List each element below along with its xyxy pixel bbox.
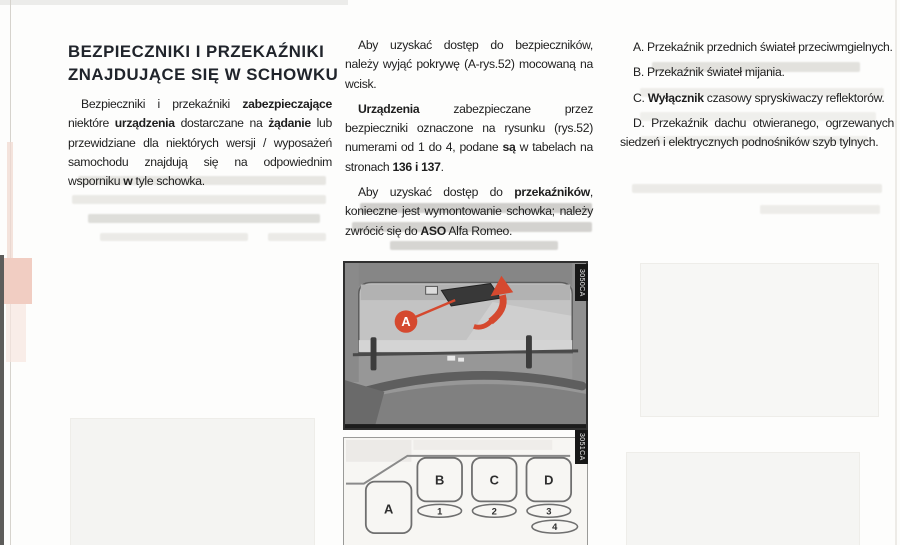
- scan-stain: [6, 304, 26, 362]
- paragraph-fuse-access: [345, 36, 593, 94]
- box-label-b: B: [435, 472, 445, 488]
- text-segment: C.: [633, 90, 648, 105]
- section-heading-line2: ZNAJDUJĄCE SIĘ W SCHOWKU: [68, 65, 339, 84]
- lid-strap-left: [371, 337, 377, 370]
- section-heading: [68, 40, 339, 86]
- bleed-through-image: [626, 452, 860, 545]
- text-segment: są: [502, 140, 516, 155]
- text-segment: Aby uzyskać dostęp do: [358, 185, 515, 200]
- text-segment: Bezpieczniki i przekaźniki: [81, 97, 243, 111]
- text-segment: Aby uzyskać dostęp do bezpieczników, należy wyjąć pokrywę (A-rys.52) mocowaną na wcisk.: [345, 38, 593, 91]
- text-segment: A. Przekaźnik przednich świateł przeciwmgielnych.: [633, 40, 893, 54]
- callout-a-label: A: [401, 314, 411, 329]
- bleed-through-image: [70, 418, 315, 545]
- photo-code-strip: 3050CA: [575, 264, 588, 301]
- text-segment: , konieczne jest wymontowanie schowka; należy zwrócić się do: [345, 185, 593, 238]
- bleed-through-line: [268, 233, 326, 241]
- slot-label-4: 4: [552, 521, 558, 533]
- bleed-through-line: [632, 184, 882, 193]
- diagram-code-strip: 3051CA: [575, 430, 588, 464]
- text-segment: zabezpieczane przez bezpieczniki oznaczone na rysunku (rys.52) numerami od 1 do 4, podane: [345, 101, 593, 155]
- list-item-a: [620, 38, 894, 57]
- slot-label-2: 2: [491, 505, 497, 517]
- text-segment: czasowy spryskiwaczy reflektorów.: [703, 90, 885, 105]
- text-segment: .: [440, 159, 444, 174]
- text-segment: 136 i 137: [392, 159, 441, 174]
- text-segment: lub przewidziane dla niektórych wersji / wyposażeń samochodu znajdują się na odpowiednim wsporniku: [68, 116, 333, 189]
- bleed-through-line: [100, 233, 248, 241]
- text-segment: w: [123, 174, 133, 189]
- figure-glovebox-photo: [343, 261, 588, 430]
- scan-stain: [7, 142, 13, 258]
- slot-label-3: 3: [546, 505, 552, 517]
- intro-paragraph: [68, 95, 332, 191]
- text-segment: dostarczane na: [174, 116, 269, 131]
- text-segment: B. Przekaźnik świateł mijania.: [633, 65, 785, 80]
- text-segment: urządzenia: [114, 116, 175, 131]
- middle-column: [345, 36, 593, 247]
- paragraph-relay-access: [345, 183, 593, 241]
- text-segment: Wyłącznik: [647, 90, 704, 105]
- bleed-through-image: [640, 263, 879, 417]
- box-label-a: A: [383, 501, 394, 517]
- bleed-through-line: [760, 205, 880, 214]
- slot-label-1: 1: [437, 505, 443, 517]
- figure-fuse-diagram: [343, 437, 588, 545]
- text-segment: żądanie: [268, 116, 311, 131]
- text-segment: tyle schowka.: [132, 174, 205, 189]
- fuse-diagram-illustration: [344, 438, 587, 545]
- text-segment: przekaźników: [514, 185, 590, 200]
- paragraph-fuse-tables: [345, 100, 593, 177]
- left-column: [68, 40, 339, 197]
- list-item-d: [620, 114, 894, 153]
- text-segment: niektóre: [68, 116, 115, 131]
- text-segment: Urządzenia: [358, 101, 420, 116]
- text-segment: w tabelach na stronach: [345, 140, 593, 174]
- text-segment: Alfa Romeo.: [445, 223, 513, 238]
- scan-stain: [4, 258, 32, 304]
- latch: [426, 286, 438, 294]
- text-segment: D. Przekaźnik dachu otwieranego, ogrzewanych siedzeń i elektrycznych podnośników szyb tylnych.: [620, 115, 894, 150]
- lid-strap-right: [526, 335, 532, 368]
- text-segment: ASO: [420, 223, 446, 238]
- list-item-c: [620, 89, 894, 108]
- bleed-through-line: [88, 214, 320, 223]
- scan-top-band: [0, 0, 348, 5]
- box-label-c: C: [489, 472, 499, 488]
- scan-right-edge: [895, 0, 897, 545]
- text-segment: zabezpieczające: [242, 97, 332, 111]
- right-column: [620, 38, 894, 158]
- box-label-d: D: [544, 472, 554, 488]
- list-item-b: [620, 63, 894, 82]
- glovebox-photo-illustration: [345, 263, 586, 428]
- section-heading-line1: BEZPIECZNIKI I PRZEKAŹNIKI: [68, 42, 325, 61]
